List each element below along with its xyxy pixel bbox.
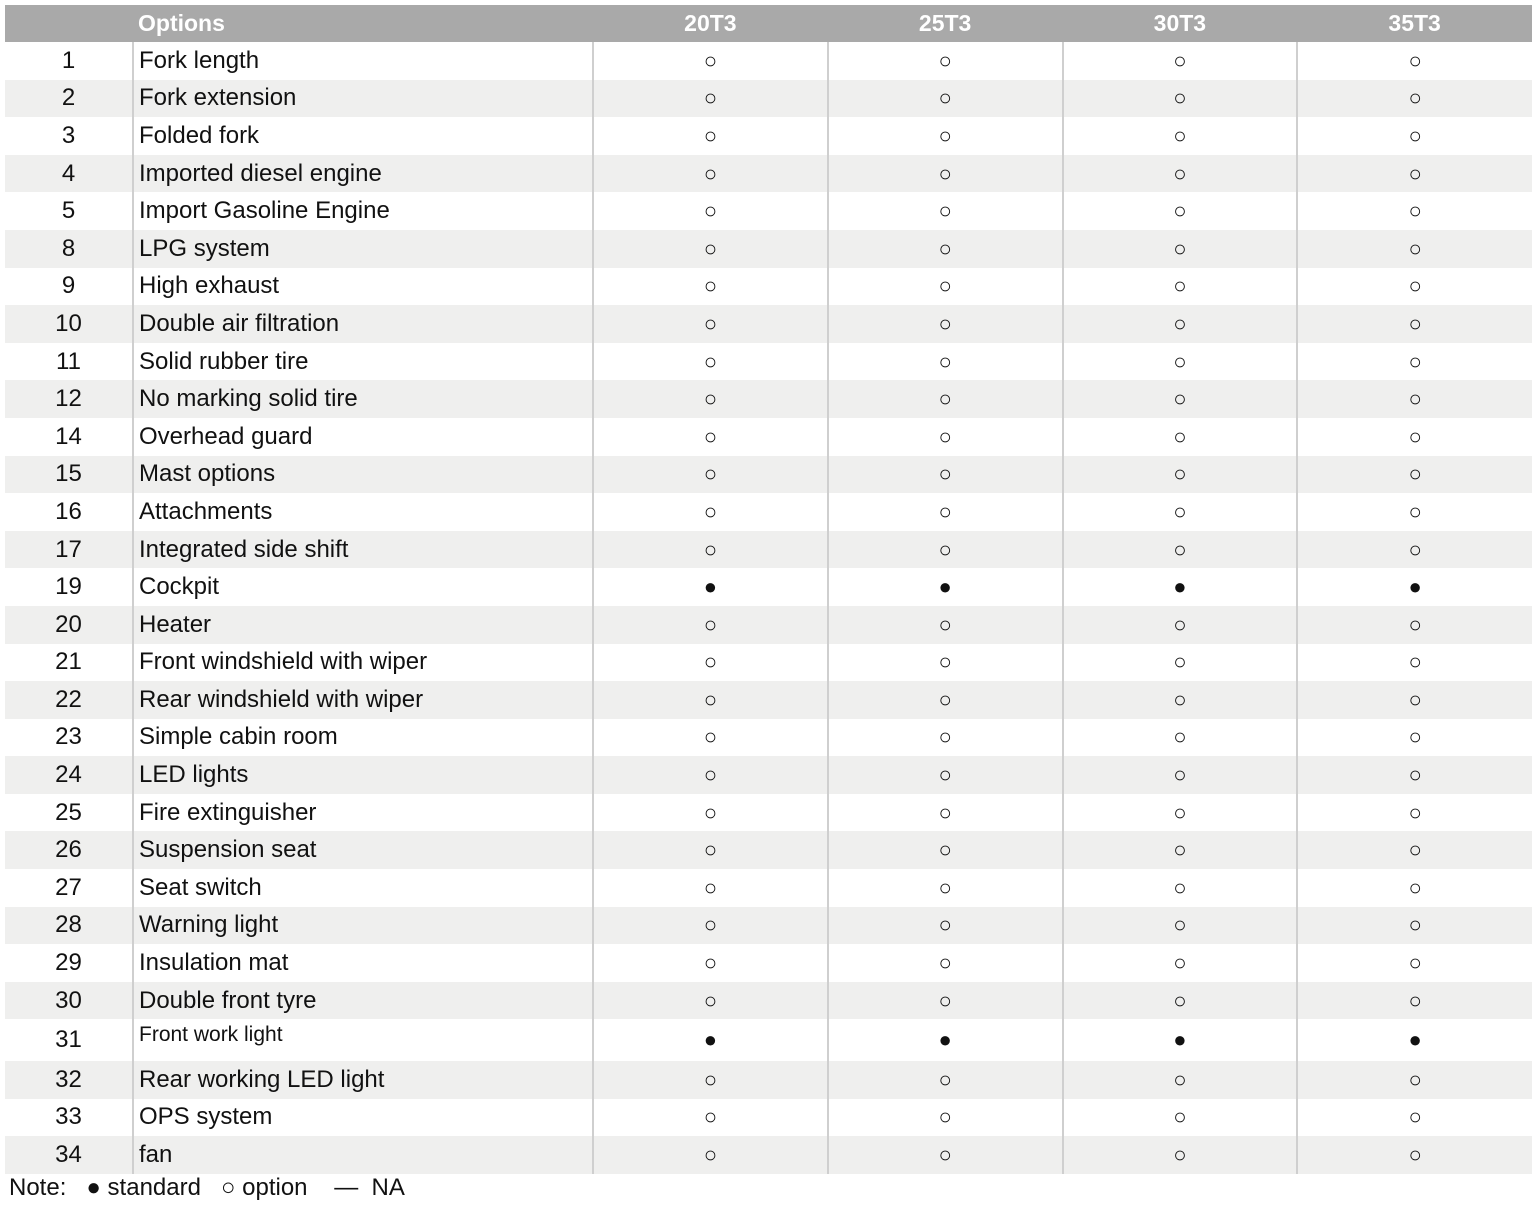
table-row [5,1019,1532,1061]
row-number: 31 [5,1019,133,1061]
row-number: 5 [5,192,133,230]
row-number: 21 [5,644,133,682]
option-mark: ○ [593,869,828,907]
table-row [5,794,1532,832]
option-mark: ○ [1297,831,1532,869]
option-mark: ○ [1297,155,1532,193]
option-mark: ○ [1297,418,1532,456]
option-mark: ○ [1297,192,1532,230]
row-number: 3 [5,117,133,155]
table-row [5,568,1532,606]
option-mark: ○ [1063,155,1298,193]
option-name: LED lights [133,756,593,794]
option-mark: ○ [1297,1099,1532,1137]
table-row [5,644,1532,682]
option-name: Rear windshield with wiper [133,681,593,719]
table-row [5,230,1532,268]
option-name: Seat switch [133,869,593,907]
option-name: Warning light [133,907,593,945]
option-name: LPG system [133,230,593,268]
option-mark: ○ [828,80,1063,118]
option-mark: ○ [593,644,828,682]
table-body [5,42,1532,1174]
table-row [5,117,1532,155]
table-row [5,343,1532,381]
option-mark: ○ [828,380,1063,418]
option-mark: ○ [828,831,1063,869]
option-mark: ○ [593,418,828,456]
option-name: Integrated side shift [133,531,593,569]
option-mark: ○ [828,343,1063,381]
option-mark: ○ [593,42,828,80]
option-name: No marking solid tire [133,380,593,418]
option-name: OPS system [133,1099,593,1137]
option-mark: ○ [1297,982,1532,1020]
row-number: 11 [5,343,133,381]
option-name: Import Gasoline Engine [133,192,593,230]
option-mark: ○ [1063,531,1298,569]
table-row [5,756,1532,794]
option-name: Simple cabin room [133,719,593,757]
header-model-35t3: 35T3 [1297,5,1532,42]
option-mark: ○ [828,869,1063,907]
option-mark: ○ [828,230,1063,268]
row-number: 27 [5,869,133,907]
option-mark: ○ [593,982,828,1020]
row-number: 14 [5,418,133,456]
option-mark: ○ [1063,80,1298,118]
option-mark: ○ [593,230,828,268]
table-header [5,5,1532,42]
option-mark: ○ [1063,268,1298,306]
option-mark: ○ [828,268,1063,306]
option-mark: ○ [1297,456,1532,494]
row-number: 32 [5,1061,133,1099]
option-name: Folded fork [133,117,593,155]
option-mark: ○ [593,756,828,794]
row-number: 33 [5,1099,133,1137]
legend-note [9,1174,405,1202]
option-mark: ○ [1063,456,1298,494]
option-mark: ○ [1297,719,1532,757]
option-mark: ○ [593,1099,828,1137]
option-mark: ○ [828,456,1063,494]
option-mark: ○ [1297,944,1532,982]
option-name: Front work light [133,1019,593,1061]
option-mark: ○ [1297,681,1532,719]
option-mark: ○ [1297,493,1532,531]
table-row [5,456,1532,494]
table-row [5,80,1532,118]
row-number: 29 [5,944,133,982]
option-mark: ○ [1063,380,1298,418]
option-mark: ○ [593,343,828,381]
option-mark: ○ [828,719,1063,757]
option-mark: ○ [593,192,828,230]
option-mark: ○ [593,305,828,343]
option-mark: ○ [1063,944,1298,982]
option-mark: ○ [593,155,828,193]
option-mark: ○ [1063,982,1298,1020]
option-mark: ○ [828,305,1063,343]
table-row [5,531,1532,569]
option-mark: ○ [828,192,1063,230]
note-standard: ● standard [86,1174,201,1201]
option-mark: ○ [828,606,1063,644]
standard-mark: ● [828,568,1063,606]
row-number: 2 [5,80,133,118]
option-name: Overhead guard [133,418,593,456]
option-mark: ○ [828,756,1063,794]
table-row [5,1136,1532,1174]
option-mark: ○ [828,1061,1063,1099]
option-mark: ○ [828,1136,1063,1174]
option-mark: ○ [1297,343,1532,381]
row-number: 10 [5,305,133,343]
option-mark: ○ [1063,907,1298,945]
option-mark: ○ [593,719,828,757]
row-number: 23 [5,719,133,757]
option-mark: ○ [1297,305,1532,343]
row-number: 28 [5,907,133,945]
option-mark: ○ [1297,907,1532,945]
table-row [5,192,1532,230]
option-mark: ○ [828,155,1063,193]
option-name: Double front tyre [133,982,593,1020]
options-table [5,5,1532,1174]
option-name: Rear working LED light [133,1061,593,1099]
option-mark: ○ [828,531,1063,569]
option-name: fan [133,1136,593,1174]
option-name: Double air filtration [133,305,593,343]
table-row [5,831,1532,869]
option-mark: ○ [1063,493,1298,531]
option-mark: ○ [1063,756,1298,794]
table-row [5,305,1532,343]
option-name: Fork extension [133,80,593,118]
option-mark: ○ [828,418,1063,456]
option-mark: ○ [1297,869,1532,907]
option-mark: ○ [1297,794,1532,832]
option-mark: ○ [1297,380,1532,418]
option-mark: ○ [593,907,828,945]
header-number [5,5,133,42]
option-name: Insulation mat [133,944,593,982]
option-mark: ○ [1297,1061,1532,1099]
option-mark: ○ [593,681,828,719]
option-mark: ○ [1063,719,1298,757]
row-number: 26 [5,831,133,869]
table-row [5,907,1532,945]
header-model-20t3: 20T3 [593,5,828,42]
option-mark: ○ [1297,268,1532,306]
option-name: High exhaust [133,268,593,306]
option-name: Heater [133,606,593,644]
option-mark: ○ [1297,80,1532,118]
option-mark: ○ [593,268,828,306]
option-mark: ○ [1063,42,1298,80]
row-number: 15 [5,456,133,494]
option-mark: ○ [1063,794,1298,832]
row-number: 20 [5,606,133,644]
table-row [5,719,1532,757]
row-number: 30 [5,982,133,1020]
standard-mark: ● [1297,568,1532,606]
option-mark: ○ [828,644,1063,682]
standard-mark: ● [593,1019,828,1061]
option-mark: ○ [1063,192,1298,230]
table-row [5,418,1532,456]
option-mark: ○ [593,380,828,418]
option-mark: ○ [1297,1136,1532,1174]
option-mark: ○ [1063,230,1298,268]
option-mark: ○ [1063,117,1298,155]
header-row [5,5,1532,42]
option-mark: ○ [1063,1136,1298,1174]
option-mark: ○ [828,681,1063,719]
option-mark: ○ [593,493,828,531]
option-mark: ○ [828,1099,1063,1137]
standard-mark: ● [1297,1019,1532,1061]
option-mark: ○ [1297,42,1532,80]
row-number: 17 [5,531,133,569]
option-mark: ○ [828,944,1063,982]
table-row [5,982,1532,1020]
option-mark: ○ [593,531,828,569]
option-mark: ○ [593,606,828,644]
option-mark: ○ [828,493,1063,531]
option-mark: ○ [828,117,1063,155]
option-mark: ○ [593,831,828,869]
option-mark: ○ [1297,117,1532,155]
option-mark: ○ [593,1061,828,1099]
row-number: 19 [5,568,133,606]
table-row [5,1099,1532,1137]
option-mark: ○ [1063,869,1298,907]
table-row [5,681,1532,719]
option-mark: ○ [1063,343,1298,381]
table-row [5,268,1532,306]
option-mark: ○ [828,42,1063,80]
standard-mark: ● [1063,1019,1298,1061]
option-mark: ○ [593,944,828,982]
option-mark: ○ [593,117,828,155]
row-number: 12 [5,380,133,418]
row-number: 1 [5,42,133,80]
note-option: ○ option [220,1174,308,1201]
table-row [5,606,1532,644]
table-row [5,380,1532,418]
table-row [5,155,1532,193]
option-mark: ○ [828,982,1063,1020]
note-label: Note: [9,1174,67,1201]
option-name: Solid rubber tire [133,343,593,381]
row-number: 8 [5,230,133,268]
header-model-30t3: 30T3 [1063,5,1298,42]
row-number: 16 [5,493,133,531]
row-number: 4 [5,155,133,193]
row-number: 22 [5,681,133,719]
options-table-container [5,5,1532,1174]
option-mark: ○ [593,456,828,494]
option-mark: ○ [1063,644,1298,682]
note-na: — NA [334,1174,405,1201]
option-mark: ○ [1063,1099,1298,1137]
standard-mark: ● [828,1019,1063,1061]
option-mark: ○ [1297,606,1532,644]
row-number: 34 [5,1136,133,1174]
option-mark: ○ [1063,681,1298,719]
option-mark: ○ [1063,305,1298,343]
option-name: Fire extinguisher [133,794,593,832]
option-mark: ○ [1297,531,1532,569]
option-name: Cockpit [133,568,593,606]
row-number: 25 [5,794,133,832]
option-name: Attachments [133,493,593,531]
option-mark: ○ [593,1136,828,1174]
option-mark: ○ [828,794,1063,832]
option-mark: ○ [1063,1061,1298,1099]
header-options: Options [133,5,593,42]
option-mark: ○ [1297,644,1532,682]
table-row [5,944,1532,982]
option-mark: ○ [593,794,828,832]
option-mark: ○ [1063,606,1298,644]
option-name: Front windshield with wiper [133,644,593,682]
table-row [5,1061,1532,1099]
row-number: 24 [5,756,133,794]
option-mark: ○ [1063,418,1298,456]
option-name: Mast options [133,456,593,494]
table-row [5,493,1532,531]
option-mark: ○ [1297,230,1532,268]
standard-mark: ● [1063,568,1298,606]
option-name: Suspension seat [133,831,593,869]
standard-mark: ● [593,568,828,606]
option-mark: ○ [1297,756,1532,794]
row-number: 9 [5,268,133,306]
option-name: Imported diesel engine [133,155,593,193]
option-mark: ○ [593,80,828,118]
option-name: Fork length [133,42,593,80]
table-row [5,42,1532,80]
option-mark: ○ [1063,831,1298,869]
table-row [5,869,1532,907]
option-mark: ○ [828,907,1063,945]
header-model-25t3: 25T3 [828,5,1063,42]
